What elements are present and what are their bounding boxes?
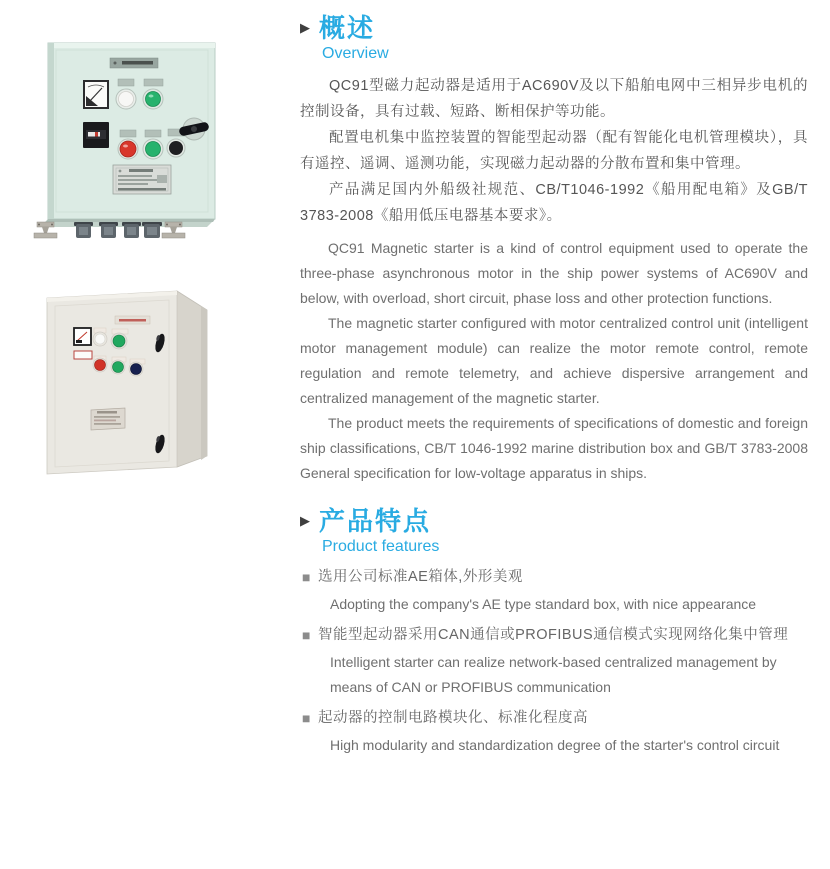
feature-zh-text: 选用公司标准AE箱体,外形美观: [317, 569, 523, 585]
square-bullet-icon: ■: [302, 710, 311, 726]
top-label-strip: [115, 316, 150, 324]
features-title-zh: 产品特点: [319, 506, 432, 536]
paragraph-en: The product meets the requirements of specifications of domestic and foreign ship classifications, CB/T 1046-1992 marine distribution box and GB/T 3783-2008 General specification for low-voltage apparatus in ships.: [300, 415, 808, 481]
square-bullet-icon: ■: [302, 627, 311, 643]
features-list: [302, 566, 808, 758]
section-overview: [300, 12, 808, 486]
small-meter: [74, 328, 91, 345]
feature-zh-text: 智能型起动器采用CAN通信或PROFIBUS通信模式实现网络化集中管理: [317, 627, 789, 643]
feature-item: [302, 707, 808, 758]
overview-english-paragraphs: [300, 236, 808, 486]
white-indicator-button: [116, 89, 136, 109]
overview-header: [300, 12, 808, 44]
feature-en-text: Intelligent starter can realize network-based centralized management by means of CAN or PROFIBUS communication: [330, 654, 777, 695]
paragraph-zh: QC91型磁力起动器是适用于AC690V及以下船舶电网中三相异步电机的控制设备，具有过载、短路、断相保护等功能。: [300, 78, 808, 120]
feature-zh-line: [302, 566, 808, 589]
nameplate: [91, 408, 125, 430]
starter-cabinet-front-illustration: [25, 30, 265, 245]
paragraph-en: QC91 Magnetic starter is a kind of control equipment used to operate the three-phase asynchronous motor in the ship power systems of AC690V and below, with overload, short circuit, phase loss and other protection functions.: [300, 240, 808, 306]
content-column: [300, 12, 808, 765]
feature-zh-line: [302, 624, 808, 647]
starter-cabinet-front-photo: [25, 30, 265, 245]
nameplate: [113, 165, 171, 194]
starter-cabinet-angled-illustration: [35, 268, 260, 493]
top-label-strip: [110, 58, 158, 68]
paragraph-zh: 产品满足国内外船级社规范、CB/T1046-1992《船用配电箱》及GB/T 3783-2008《船用低压电器基本要求》。: [300, 182, 808, 224]
feature-item: [302, 566, 808, 617]
paragraph-zh: 配置电机集中监控装置的智能型起动器（配有智能化电机管理模块），具有遥控、遥调、遥测功能，实现磁力起动器的分散布置和集中管理。: [300, 130, 808, 172]
overview-title-en: Overview: [322, 45, 389, 62]
square-bullet-icon: ■: [302, 569, 311, 585]
black-push-button: [167, 139, 185, 157]
ammeter: [84, 81, 108, 108]
green-push-button: [111, 360, 125, 374]
red-push-button: [118, 139, 138, 159]
cable-glands: [74, 222, 162, 238]
feature-item: [302, 624, 808, 700]
green-indicator-button: [143, 89, 163, 109]
features-header: [300, 505, 808, 537]
overview-title-zh: 概述: [319, 13, 376, 43]
feature-zh-line: [302, 707, 808, 730]
white-indicator-button: [93, 332, 107, 346]
green-push-button: [143, 139, 163, 159]
feature-zh-text: 起动器的控制电路模块化、标准化程度高: [317, 710, 588, 726]
blue-push-button: [129, 362, 143, 376]
red-push-button: [93, 358, 107, 372]
feature-en-text: High modularity and standardization degree of the starter's control circuit: [330, 737, 780, 753]
circuit-breaker: [83, 122, 109, 148]
section-product-features: [300, 505, 808, 758]
features-title-en: Product features: [322, 538, 440, 555]
starter-cabinet-angled-photo: [35, 268, 260, 493]
paragraph-en: The magnetic starter configured with motor centralized control unit (intelligent motor management module) can realize the motor remote control, remote regulation and remote telemetry, and achieve dispersive arrangement and centralized management of the magnetic starter.: [300, 315, 808, 406]
overview-chinese-paragraphs: [300, 73, 808, 229]
green-indicator-button: [111, 333, 127, 349]
feature-en-text: Adopting the company's AE type standard box, with nice appearance: [330, 596, 757, 612]
section-marker-icon: ▶: [300, 513, 310, 528]
section-marker-icon: ▶: [300, 20, 310, 35]
